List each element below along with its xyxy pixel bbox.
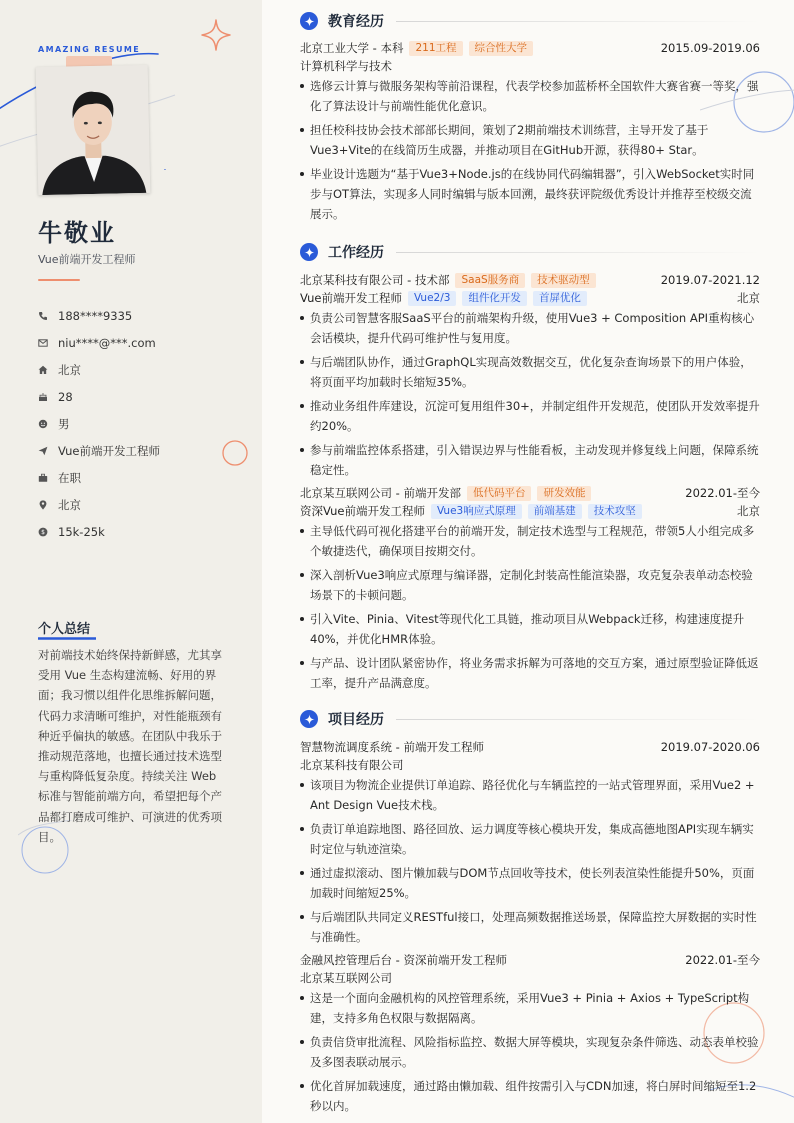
project-name: 金融风控管理后台 - 资深前端开发工程师 — [300, 953, 507, 967]
salary-value: 15k-25k — [58, 524, 105, 539]
skill-tag: 首屏优化 — [533, 291, 587, 306]
job-entry — [300, 271, 760, 480]
age-value: 28 — [58, 389, 73, 404]
education-section — [300, 11, 760, 228]
job-bullets — [300, 521, 760, 693]
list-item: 参与前端监控体系搭建，引入错误边界与性能看板，主动发现并修复线上问题，保障系统稳定性。 — [300, 440, 760, 480]
home-icon — [38, 365, 58, 375]
projects-title: 项目经历 — [328, 712, 384, 728]
skill-tag: Vue3响应式原理 — [431, 504, 522, 519]
job-date: 2019.07-2021.12 — [660, 273, 760, 287]
list-item: 担任校科技协会技术部部长期间，策划了2期前端技术训练营，主导开发了基于Vue3+Vite的在线简历生成器，并推动项目在GitHub开源，获得80+ Star。 — [300, 120, 760, 160]
target-role-value: Vue前端开发工程师 — [58, 443, 160, 458]
sparkle-icon — [200, 18, 232, 52]
company-tag: 技术驱动型 — [531, 273, 596, 288]
education-title: 教育经历 — [328, 14, 384, 30]
education-bullets — [300, 76, 760, 224]
position-name: Vue前端开发工程师 — [300, 291, 402, 305]
school-tag: 211工程 — [409, 41, 462, 56]
skill-tag: 技术攻坚 — [588, 504, 642, 519]
cake-icon — [38, 392, 58, 402]
mail-icon — [38, 338, 58, 348]
candidate-role: Vue前端开发工程师 — [38, 253, 136, 266]
company-row — [300, 484, 760, 502]
sidebar — [0, 0, 262, 1123]
resume-main — [300, 0, 760, 1123]
project-name: 智慧物流调度系统 - 前端开发工程师 — [300, 740, 484, 754]
project-row — [300, 951, 760, 969]
summary-underline — [38, 637, 96, 640]
job-bullets — [300, 308, 760, 480]
info-salary — [38, 518, 248, 545]
position-row — [300, 289, 760, 307]
position-row — [300, 502, 760, 520]
location-pin-icon — [38, 500, 58, 510]
list-item: 主导低代码可视化搭建平台的前端开发，制定技术选型与工程规范，带领5人小组完成多个敏捷迭代，确保项目按期交付。 — [300, 521, 760, 561]
gender-icon — [38, 419, 58, 429]
project-bullets — [300, 988, 760, 1116]
work-header — [300, 242, 760, 262]
job-entry — [300, 484, 760, 693]
project-company-row — [300, 969, 760, 987]
sparkle-icon — [300, 12, 318, 30]
phone-value: 188****9335 — [58, 308, 133, 323]
candidate-name: 牛敬业 — [38, 219, 116, 247]
list-item: 负责公司智慧客服SaaS平台的前端架构升级，使用Vue3 + Composition API重构核心会话模块，提升代码可维护性与复用度。 — [300, 308, 760, 348]
role-divider — [38, 279, 80, 281]
svg-text:$: $ — [41, 528, 45, 536]
job-date: 2022.01-至今 — [685, 486, 760, 500]
project-bullets — [300, 775, 760, 947]
company-tag: SaaS服务商 — [455, 273, 525, 288]
resume-tagline: AMAZING RESUME — [38, 45, 141, 54]
info-status — [38, 464, 248, 491]
list-item: 这是一个面向金融机构的风控管理系统，采用Vue3 + Pinia + Axios + TypeScript构建，支持多角色权限与数据隔离。 — [300, 988, 760, 1028]
education-date: 2015.09-2019.06 — [660, 41, 760, 55]
status-value: 在职 — [58, 470, 81, 485]
projects-section — [300, 709, 760, 1120]
project-row — [300, 738, 760, 756]
list-item: 深入剖析Vue3响应式原理与编译器，定制化封装高性能渲染器，攻克复杂表单动态校验场景下的卡顿问题。 — [300, 565, 760, 605]
company-name: 北京某科技有限公司 - 技术部 — [300, 273, 450, 287]
project-company: 北京某科技有限公司 — [300, 758, 404, 772]
info-phone — [38, 302, 248, 329]
company-tag: 低代码平台 — [467, 486, 532, 501]
section-rule — [396, 719, 760, 720]
hometown-value: 北京 — [58, 362, 81, 377]
list-item: 与产品、设计团队紧密协作，将业务需求拆解为可落地的交互方案，通过原型验证降低返工率，提升产品满意度。 — [300, 653, 760, 693]
job-city: 北京 — [737, 291, 760, 305]
send-icon — [38, 446, 58, 456]
info-email — [38, 329, 248, 356]
project-entry — [300, 738, 760, 947]
info-home — [38, 356, 248, 383]
position-name: 资深Vue前端开发工程师 — [300, 504, 425, 518]
work-title: 工作经历 — [328, 245, 384, 261]
major: 计算机科学与技术 — [300, 59, 392, 73]
sparkle-icon — [300, 710, 318, 728]
skill-tag: 组件化开发 — [462, 291, 527, 306]
project-company: 北京某互联网公司 — [300, 971, 392, 985]
company-row — [300, 271, 760, 289]
summary-title: 个人总结 — [38, 622, 91, 637]
section-rule — [396, 21, 760, 22]
project-entry — [300, 951, 760, 1116]
list-item: 通过虚拟滚动、图片懒加载与DOM节点回收等技术，使长列表渲染性能提升50%，页面加载时间缩短25%。 — [300, 863, 760, 903]
info-target-role — [38, 437, 248, 464]
portrait-illustration — [36, 65, 151, 195]
list-item: 引入Vite、Pinia、Vitest等现代化工具链，推动项目从Webpack迁移，构建速度提升40%，并优化HMR体验。 — [300, 609, 760, 649]
city-value: 北京 — [58, 497, 81, 512]
briefcase-icon — [38, 473, 58, 483]
list-item: 该项目为物流企业提供订单追踪、路径优化与车辆监控的一站式管理界面，采用Vue2 + Ant Design Vue技术栈。 — [300, 775, 760, 815]
projects-header — [300, 709, 760, 729]
project-date: 2019.07-2020.06 — [660, 740, 760, 754]
list-item: 毕业设计选题为“基于Vue3+Node.js的在线协同代码编辑器”，引入WebSocket实时同步与OT算法，实现多人同时编辑与版本回溯，最终获评院级优秀设计并推荐至校级交流展示。 — [300, 164, 760, 224]
list-item: 负责订单追踪地图、路径回放、运力调度等核心模块开发，集成高德地图API实现车辆实时定位与轨迹渲染。 — [300, 819, 760, 859]
school-tag: 综合性大学 — [469, 41, 534, 56]
contact-info-list — [38, 302, 248, 545]
list-item: 与后端团队共同定义RESTful接口，处理高频数据推送场景，保障监控大屏数据的实时性与准确性。 — [300, 907, 760, 947]
education-header — [300, 11, 760, 31]
list-item: 推动业务组件库建设，沉淀可复用组件30+，并制定组件开发规范，使团队开发效率提升约20%。 — [300, 396, 760, 436]
project-date: 2022.01-至今 — [685, 953, 760, 967]
avatar — [36, 65, 151, 195]
project-company-row — [300, 756, 760, 774]
summary-text: 对前端技术始终保持新鲜感，尤其享受用 Vue 生态构建流畅、好用的界面；我习惯以组件化思维拆解问题，代码力求清晰可维护，对性能瓶颈有种近乎偏执的敏感。在团队中我乐于推动规范落地，也擅长通过技术选型与重构降低复杂度。持续关注 Web 标准与智能前端方向，希望把每个产品都打磨成可维护、可演进的优秀项目。 — [38, 648, 222, 844]
job-city: 北京 — [737, 504, 760, 518]
education-row — [300, 39, 760, 57]
info-city — [38, 491, 248, 518]
school-name: 北京工业大学 - 本科 — [300, 41, 404, 55]
sparkle-icon — [300, 243, 318, 261]
list-item: 选修云计算与微服务架构等前沿课程，代表学校参加蓝桥杯全国软件大赛省赛一等奖，强化了算法设计与前端性能优化意识。 — [300, 76, 760, 116]
company-tag: 研发效能 — [537, 486, 591, 501]
gender-value: 男 — [58, 416, 70, 431]
info-gender — [38, 410, 248, 437]
section-rule — [396, 252, 760, 253]
info-age — [38, 383, 248, 410]
salary-icon — [38, 527, 58, 537]
list-item: 优化首屏加载速度，通过路由懒加载、组件按需引入与CDN加速，将白屏时间缩短至1.2秒以内。 — [300, 1076, 760, 1116]
major-row — [300, 57, 760, 75]
email-value: niu****@***.com — [58, 335, 156, 350]
skill-tag: Vue2/3 — [408, 291, 456, 306]
phone-icon — [38, 311, 58, 321]
list-item: 与后端团队协作，通过GraphQL实现高效数据交互，优化复杂查询场景下的用户体验，将页面平均加载时长缩短35%。 — [300, 352, 760, 392]
company-name: 北京某互联网公司 - 前端开发部 — [300, 486, 461, 500]
skill-tag: 前端基建 — [528, 504, 582, 519]
work-section — [300, 242, 760, 697]
list-item: 负责信贷审批流程、风险指标监控、数据大屏等模块，实现复杂条件筛选、动态表单校验及多图表联动展示。 — [300, 1032, 760, 1072]
